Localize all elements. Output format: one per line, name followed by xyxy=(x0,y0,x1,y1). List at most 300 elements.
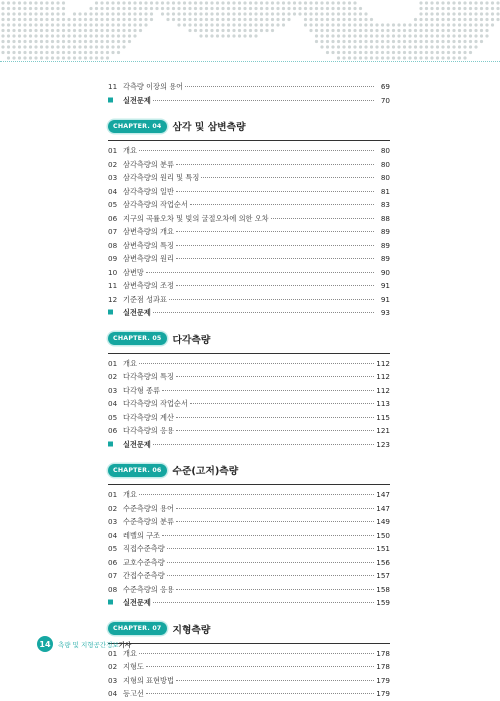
dot-pattern xyxy=(0,0,500,62)
decor-dot xyxy=(117,51,120,54)
decor-dot xyxy=(425,23,428,26)
decor-dot xyxy=(221,7,224,10)
dot-leader xyxy=(162,390,374,391)
decor-dot xyxy=(40,56,43,59)
decor-dot xyxy=(12,1,15,4)
decor-dot xyxy=(370,40,373,43)
toc-item[interactable] xyxy=(108,424,390,438)
toc-item[interactable] xyxy=(108,529,390,543)
decor-dot xyxy=(34,40,37,43)
decor-dot xyxy=(144,12,147,15)
chapter-badge: CHAPTER. 04 xyxy=(108,120,167,133)
book-title xyxy=(58,640,131,649)
toc-item-number: 01 xyxy=(108,358,118,368)
decor-dot xyxy=(78,12,81,15)
decor-dot xyxy=(348,12,351,15)
decor-dot xyxy=(348,29,351,32)
toc-item[interactable] xyxy=(108,198,390,212)
decor-dot xyxy=(89,29,92,32)
toc-item[interactable] xyxy=(108,212,390,226)
chapter-heading[interactable] xyxy=(108,330,390,348)
decor-dot xyxy=(265,23,268,26)
decor-dot xyxy=(89,45,92,48)
decor-dot xyxy=(194,18,197,21)
decor-dot xyxy=(128,12,131,15)
toc-item-title: 등고선 xyxy=(123,689,144,698)
decor-dot xyxy=(122,12,125,15)
decor-dot xyxy=(342,45,345,48)
decor-dot xyxy=(117,12,120,15)
decor-dot xyxy=(166,12,169,15)
decor-dot xyxy=(227,12,230,15)
decor-dot xyxy=(78,40,81,43)
toc-exercise-item[interactable] xyxy=(108,306,390,320)
decor-dot xyxy=(298,1,301,4)
decor-dot xyxy=(298,7,301,10)
chapter-heading[interactable] xyxy=(108,461,390,479)
toc-item[interactable] xyxy=(108,293,390,307)
decor-dot xyxy=(73,40,76,43)
toc-item[interactable] xyxy=(108,488,390,502)
page-number: 14 xyxy=(37,636,53,652)
decor-dot xyxy=(315,34,318,37)
decor-dot xyxy=(370,29,373,32)
decor-dot xyxy=(359,51,362,54)
decor-dot xyxy=(315,23,318,26)
decor-dot xyxy=(359,23,362,26)
decor-dot xyxy=(89,18,92,21)
decor-dot xyxy=(485,1,488,4)
toc-item-page: 179 xyxy=(376,689,390,698)
decor-dot xyxy=(238,12,241,15)
toc-item[interactable] xyxy=(108,225,390,239)
toc-item[interactable] xyxy=(108,502,390,516)
decor-dot xyxy=(282,1,285,4)
toc-item-page: 157 xyxy=(376,571,390,580)
toc-item[interactable] xyxy=(108,583,390,597)
decor-dot xyxy=(359,12,362,15)
decor-dot xyxy=(364,18,367,21)
decor-dot xyxy=(469,18,472,21)
decor-dot xyxy=(188,7,191,10)
toc-exercise-item[interactable] xyxy=(108,596,390,610)
decor-dot xyxy=(485,29,488,32)
decor-dot xyxy=(56,40,59,43)
decor-dot xyxy=(128,23,131,26)
decor-dot xyxy=(386,23,389,26)
decor-dot xyxy=(348,45,351,48)
decor-dot xyxy=(419,45,422,48)
decor-dot xyxy=(95,34,98,37)
decor-dot xyxy=(100,45,103,48)
decor-dot xyxy=(254,7,257,10)
decor-dot xyxy=(474,34,477,37)
decor-dot xyxy=(56,29,59,32)
decor-dot xyxy=(122,7,125,10)
decor-dot xyxy=(177,1,180,4)
decor-dot xyxy=(348,40,351,43)
decor-dot xyxy=(436,40,439,43)
decor-dot xyxy=(496,18,499,21)
toc-item-number: 02 xyxy=(108,372,118,381)
toc-exercise-item[interactable] xyxy=(108,438,390,452)
decor-dot xyxy=(84,23,87,26)
decor-dot xyxy=(337,51,340,54)
toc-item-page: 113 xyxy=(376,399,390,408)
toc-item[interactable] xyxy=(108,80,390,94)
chapter-heading[interactable] xyxy=(108,117,390,135)
decor-dot xyxy=(95,12,98,15)
decor-dot xyxy=(161,12,164,15)
decor-dot xyxy=(7,34,10,37)
decor-dot xyxy=(117,18,120,21)
decor-dot xyxy=(249,34,252,37)
decor-dot xyxy=(260,12,263,15)
toc-item[interactable] xyxy=(108,171,390,185)
toc-item-title: 다각형 종류 xyxy=(123,385,161,395)
decor-dot xyxy=(447,34,450,37)
dot-leader xyxy=(153,444,374,445)
decor-dot xyxy=(485,34,488,37)
dot-leader xyxy=(185,86,374,87)
decor-dot xyxy=(326,45,329,48)
decor-dot xyxy=(133,23,136,26)
toc-item-page: 178 xyxy=(376,662,390,671)
decor-dot xyxy=(205,29,208,32)
decor-dot xyxy=(23,29,26,32)
decor-dot xyxy=(430,1,433,4)
toc-item-title: 개요 xyxy=(123,648,137,658)
dot-leader xyxy=(167,562,374,563)
decor-dot xyxy=(419,51,422,54)
decor-dot xyxy=(133,7,136,10)
decor-dot xyxy=(430,29,433,32)
decor-dot xyxy=(419,7,422,10)
decor-dot xyxy=(199,18,202,21)
decor-dot xyxy=(463,7,466,10)
decor-dot xyxy=(23,34,26,37)
decor-dot xyxy=(353,23,356,26)
decor-dot xyxy=(249,12,252,15)
toc-item[interactable] xyxy=(108,252,390,266)
decor-dot xyxy=(364,12,367,15)
decor-dot xyxy=(243,1,246,4)
decor-dot xyxy=(364,56,367,59)
decor-dot xyxy=(397,34,400,37)
decor-dot xyxy=(447,1,450,4)
decor-dot xyxy=(29,40,32,43)
decor-dot xyxy=(40,7,43,10)
decor-dot xyxy=(282,7,285,10)
decor-dot xyxy=(56,7,59,10)
decor-dot xyxy=(133,12,136,15)
decor-dot xyxy=(309,23,312,26)
decor-dot xyxy=(18,29,21,32)
decor-dot xyxy=(84,29,87,32)
decor-dot xyxy=(403,34,406,37)
toc-item[interactable] xyxy=(108,397,390,411)
decor-dot xyxy=(62,7,65,10)
decor-dot xyxy=(397,40,400,43)
decor-dot xyxy=(381,40,384,43)
decor-dot xyxy=(40,34,43,37)
decor-dot xyxy=(111,45,114,48)
dot-leader xyxy=(176,680,374,681)
toc-item[interactable] xyxy=(108,515,390,529)
toc-item[interactable] xyxy=(108,370,390,384)
decor-dot xyxy=(51,23,54,26)
decor-dot xyxy=(67,34,70,37)
toc-item-page: 69 xyxy=(380,82,390,91)
decor-dot xyxy=(139,18,142,21)
decor-dot xyxy=(23,12,26,15)
decor-dot xyxy=(100,40,103,43)
decor-dot xyxy=(271,29,274,32)
book-title-suffix: 기사 xyxy=(118,640,132,649)
decor-dot xyxy=(348,7,351,10)
decor-dot xyxy=(210,34,213,37)
decor-dot xyxy=(458,40,461,43)
decor-dot xyxy=(106,7,109,10)
decor-dot xyxy=(370,18,373,21)
decor-dot xyxy=(29,56,32,59)
toc-item[interactable] xyxy=(108,556,390,570)
decor-dot xyxy=(315,29,318,32)
toc-item[interactable] xyxy=(108,411,390,425)
decor-dot xyxy=(348,34,351,37)
decor-dot xyxy=(370,34,373,37)
decor-dot xyxy=(100,1,103,4)
decor-dot xyxy=(386,40,389,43)
toc-item[interactable] xyxy=(108,569,390,583)
decor-dot xyxy=(18,40,21,43)
decor-dot xyxy=(320,1,323,4)
decor-dot xyxy=(359,45,362,48)
decor-dot xyxy=(56,51,59,54)
decor-dot xyxy=(463,29,466,32)
decor-dot xyxy=(177,12,180,15)
toc-item-number: 01 xyxy=(108,648,118,658)
decor-dot xyxy=(320,34,323,37)
decor-dot xyxy=(100,7,103,10)
decor-dot xyxy=(463,45,466,48)
decor-dot xyxy=(18,45,21,48)
decor-dot xyxy=(348,1,351,4)
toc-item-page: 149 xyxy=(376,517,390,526)
decor-dot xyxy=(23,18,26,21)
decor-dot xyxy=(227,7,230,10)
toc-item[interactable] xyxy=(108,357,390,371)
toc-item-page: 150 xyxy=(376,530,390,540)
toc-item-number: 05 xyxy=(108,412,118,422)
decor-dot xyxy=(375,51,378,54)
toc-item[interactable] xyxy=(108,158,390,172)
decor-dot xyxy=(359,34,362,37)
decor-dot xyxy=(265,1,268,4)
decor-dot xyxy=(67,29,70,32)
chapter-badge: CHAPTER. 06 xyxy=(108,464,167,477)
decor-dot xyxy=(309,1,312,4)
decor-dot xyxy=(1,45,4,48)
decor-dot xyxy=(188,23,191,26)
decor-dot xyxy=(232,1,235,4)
decor-dot xyxy=(419,34,422,37)
decor-dot xyxy=(18,23,21,26)
decor-dot xyxy=(232,29,235,32)
toc-item-number: 11 xyxy=(108,82,118,91)
toc-item[interactable] xyxy=(108,384,390,398)
decor-dot xyxy=(139,12,142,15)
decor-dot xyxy=(342,18,345,21)
toc-item-number: 06 xyxy=(108,213,118,223)
decor-dot xyxy=(397,56,400,59)
decor-dot xyxy=(40,18,43,21)
decor-dot xyxy=(469,23,472,26)
decor-dot xyxy=(227,23,230,26)
decor-dot xyxy=(216,12,219,15)
decor-dot xyxy=(430,7,433,10)
toc-item-page: 81 xyxy=(380,186,390,196)
toc-item[interactable] xyxy=(108,266,390,280)
decor-dot xyxy=(425,12,428,15)
decor-dot xyxy=(249,29,252,32)
decor-dot xyxy=(1,51,4,54)
decor-dot xyxy=(89,7,92,10)
toc-exercise-item[interactable] xyxy=(108,94,390,108)
decor-dot xyxy=(144,18,147,21)
decor-dot xyxy=(12,56,15,59)
decor-dot xyxy=(100,29,103,32)
toc-item[interactable] xyxy=(108,542,390,556)
toc-item[interactable] xyxy=(108,660,390,674)
toc-item-page: 112 xyxy=(376,372,390,381)
decor-dot xyxy=(95,7,98,10)
decor-dot xyxy=(315,12,318,15)
decor-dot xyxy=(408,56,411,59)
decor-dot xyxy=(34,29,37,32)
chapter-section xyxy=(108,620,390,701)
toc-item[interactable] xyxy=(108,687,390,701)
decor-dot xyxy=(51,18,54,21)
decor-dot xyxy=(463,56,466,59)
toc-item-number: 09 xyxy=(108,254,118,263)
decor-dot xyxy=(364,29,367,32)
decor-dot xyxy=(276,23,279,26)
decor-dot xyxy=(320,18,323,21)
toc-item-page: 83 xyxy=(380,200,390,209)
decor-dot xyxy=(40,45,43,48)
decor-dot xyxy=(403,23,406,26)
decor-dot xyxy=(23,23,26,26)
decor-dot xyxy=(122,34,125,37)
decor-dot xyxy=(172,1,175,4)
decor-dot xyxy=(128,18,131,21)
toc-item[interactable] xyxy=(108,144,390,158)
decor-dot xyxy=(381,45,384,48)
decor-dot xyxy=(7,18,10,21)
decor-dot xyxy=(12,18,15,21)
decor-dot xyxy=(227,34,230,37)
decor-dot xyxy=(62,12,65,15)
decor-dot xyxy=(194,12,197,15)
decor-dot xyxy=(128,34,131,37)
decor-dot xyxy=(447,56,450,59)
decor-dot xyxy=(62,18,65,21)
toc-item-title: 삼변망 xyxy=(123,267,144,277)
toc-item-page: 80 xyxy=(380,146,390,155)
decor-dot xyxy=(249,23,252,26)
toc-item-page: 88 xyxy=(380,213,390,223)
decor-dot xyxy=(34,45,37,48)
decor-dot xyxy=(56,1,59,4)
toc-item-title: 삼변측량의 특징 xyxy=(123,240,174,250)
decor-dot xyxy=(7,23,10,26)
decor-dot xyxy=(7,7,10,10)
decor-dot xyxy=(40,40,43,43)
decor-dot xyxy=(67,45,70,48)
decor-dot xyxy=(45,7,48,10)
toc-item-title: 삼변측량의 개요 xyxy=(123,227,174,236)
toc-item-page: 80 xyxy=(380,173,390,182)
decor-dot xyxy=(100,18,103,21)
decor-dot xyxy=(221,18,224,21)
decor-dot xyxy=(375,23,378,26)
toc-intro-section xyxy=(108,80,390,107)
decor-dot xyxy=(144,1,147,4)
dot-leader xyxy=(153,100,374,101)
decor-dot xyxy=(7,51,10,54)
decor-dot xyxy=(51,12,54,15)
decor-dot xyxy=(243,18,246,21)
decor-dot xyxy=(67,40,70,43)
decor-dot xyxy=(232,18,235,21)
toc-item-page: 159 xyxy=(376,598,390,607)
decor-dot xyxy=(73,56,76,59)
chapter-heading[interactable] xyxy=(108,620,390,638)
decor-dot xyxy=(100,34,103,37)
decor-dot xyxy=(243,7,246,10)
decor-dot xyxy=(84,34,87,37)
toc-item[interactable] xyxy=(108,674,390,688)
decor-dot xyxy=(474,40,477,43)
decor-dot xyxy=(370,45,373,48)
decor-dot xyxy=(238,23,241,26)
toc-item-page: 112 xyxy=(376,358,390,368)
decor-dot xyxy=(458,12,461,15)
decor-dot xyxy=(45,18,48,21)
decor-dot xyxy=(414,18,417,21)
decor-dot xyxy=(29,18,32,21)
decor-dot xyxy=(271,1,274,4)
decor-dot xyxy=(73,12,76,15)
toc-item-page: 91 xyxy=(380,294,390,304)
decor-dot xyxy=(304,7,307,10)
decor-dot xyxy=(172,12,175,15)
decor-dot xyxy=(199,7,202,10)
decor-dot xyxy=(128,29,131,32)
decor-dot xyxy=(386,29,389,32)
toc-item[interactable] xyxy=(108,647,390,661)
decor-dot xyxy=(397,29,400,32)
toc-item[interactable] xyxy=(108,239,390,253)
decor-dot xyxy=(249,18,252,21)
decor-dot xyxy=(238,18,241,21)
toc-item[interactable] xyxy=(108,185,390,199)
decor-dot xyxy=(89,51,92,54)
decor-dot xyxy=(408,29,411,32)
toc-item[interactable] xyxy=(108,279,390,293)
decor-dot xyxy=(331,40,334,43)
